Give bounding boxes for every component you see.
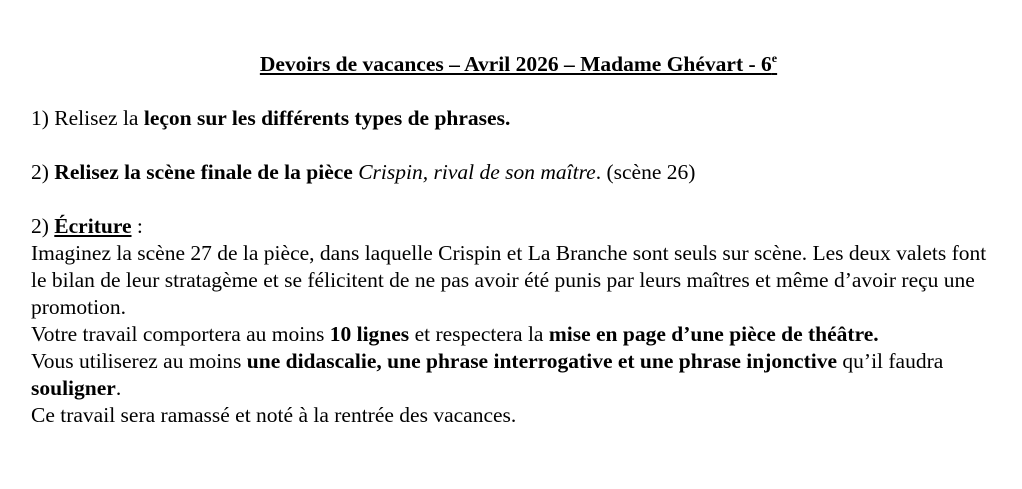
para-3-text-2: qu’il faudra bbox=[837, 349, 944, 373]
item-3-para-1: Imaginez la scène 27 de la pièce, dans laquelle Crispin et La Branche sont seuls sur scène. Les deux valets font le bilan de leur stratagème et se félicitent de ne pas avoir été punis par leurs maîtres et même d’avoir reçu une promotion. bbox=[31, 241, 987, 319]
item-2-suffix: . (scène 26) bbox=[595, 160, 696, 184]
para-3-bold-2: souligner bbox=[31, 376, 116, 400]
item-3-para-4: Ce travail sera ramassé et noté à la rentrée des vacances. bbox=[31, 403, 517, 427]
document-title bbox=[31, 50, 1006, 78]
item-3-heading-text: Écriture bbox=[54, 214, 132, 238]
para-3-text-3: . bbox=[115, 376, 122, 400]
para-3-bold-1: une didascalie, une phrase interrogative et une phrase injonctive bbox=[246, 349, 838, 373]
item-3-prefix: 2) bbox=[31, 214, 55, 238]
item-3-para-3 bbox=[31, 348, 1006, 402]
para-2-text-1: Votre travail comportera au moins bbox=[31, 322, 330, 346]
item-2 bbox=[31, 159, 1006, 186]
para-2-bold-2: mise en page d’une pièce de théâtre. bbox=[548, 322, 879, 346]
item-2-prefix: 2) bbox=[31, 160, 55, 184]
document-page bbox=[31, 50, 1006, 429]
item-2-bold: Relisez la scène finale de la pièce bbox=[54, 160, 353, 184]
item-1-prefix: 1) Relisez la bbox=[31, 106, 144, 130]
item-3-para-2 bbox=[31, 321, 1006, 348]
item-1-bold: leçon sur les différents types de phrases. bbox=[143, 106, 511, 130]
item-2-italic: Crispin, rival de son maître bbox=[358, 160, 596, 184]
para-3-text-1: Vous utiliserez au moins bbox=[31, 349, 247, 373]
spacer bbox=[31, 186, 1006, 213]
title-superscript: e bbox=[771, 51, 778, 65]
item-1 bbox=[31, 105, 1006, 132]
item-3-heading bbox=[31, 213, 1006, 240]
para-2-bold-1: 10 lignes bbox=[329, 322, 410, 346]
spacer bbox=[31, 132, 1006, 159]
title-text: Devoirs de vacances – Avril 2026 – Madame Ghévart - 6 bbox=[259, 52, 772, 76]
spacer bbox=[31, 78, 1006, 105]
item-3-colon: : bbox=[131, 214, 143, 238]
para-2-text-2: et respectera la bbox=[409, 322, 549, 346]
